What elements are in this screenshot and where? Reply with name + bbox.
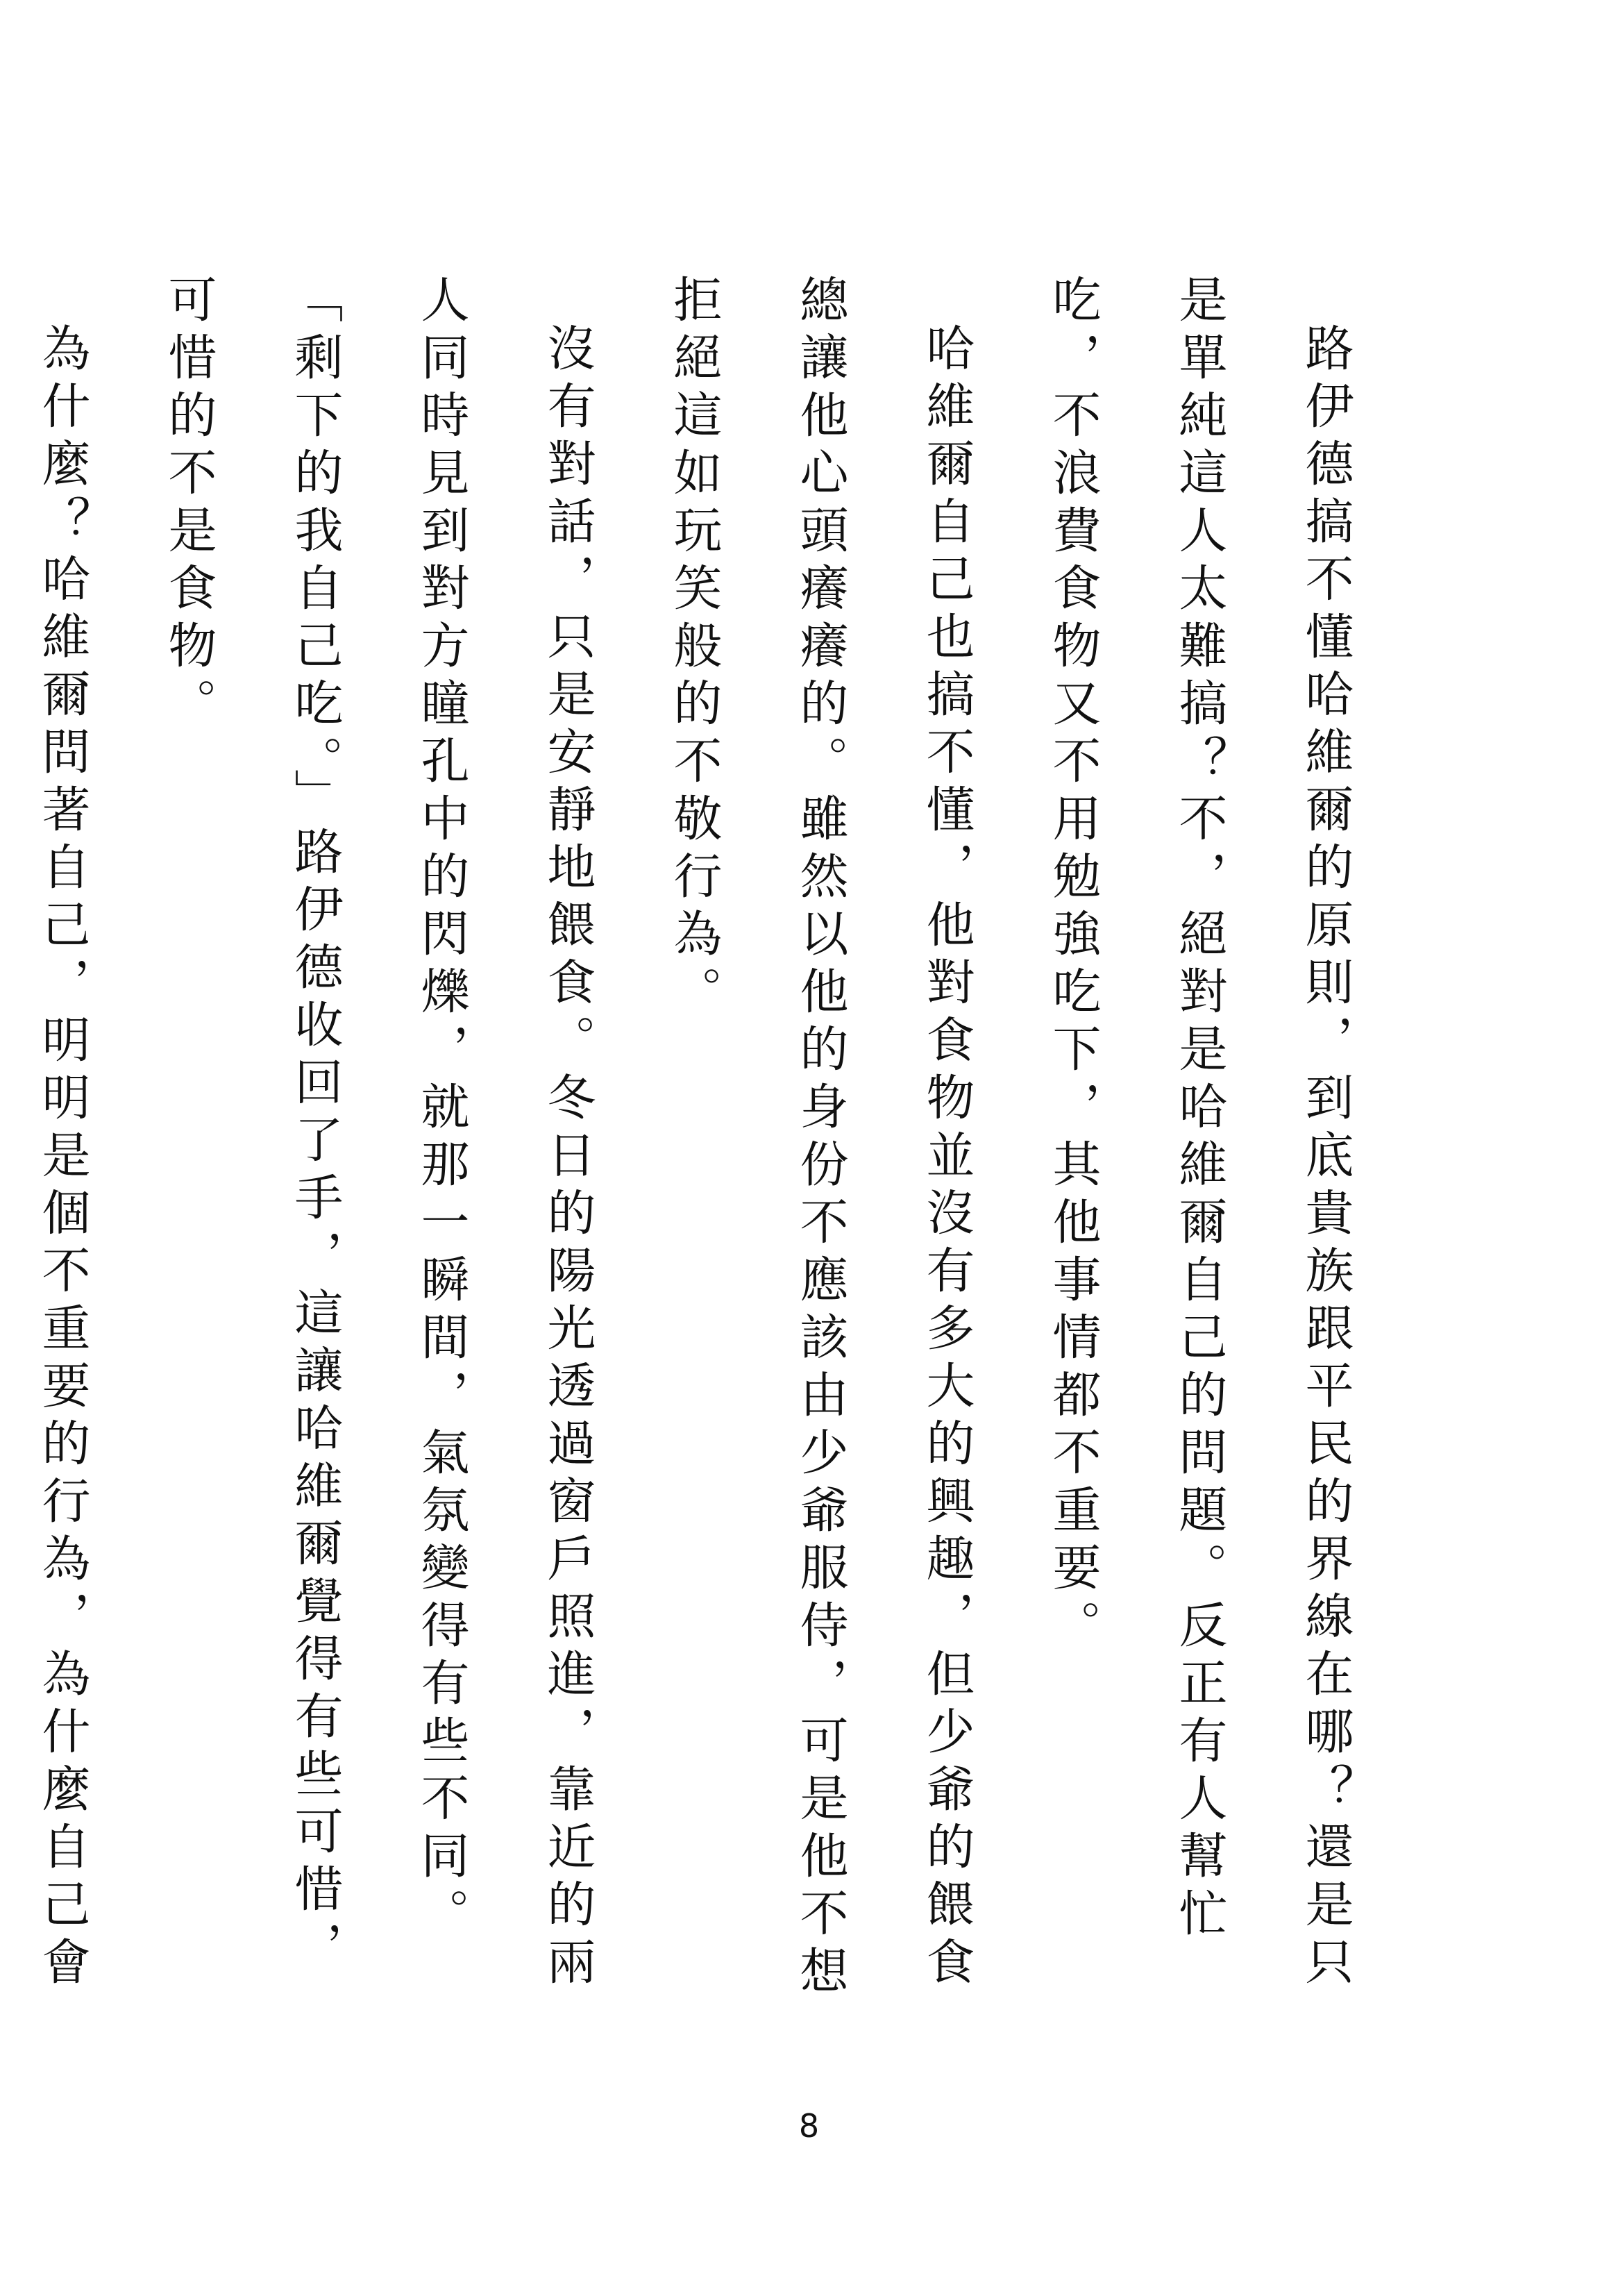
paragraph-2: 哈維爾自己也搞不懂，他對食物並沒有多大的興趣，但少爺的餵食總讓他心頭癢癢的。雖然以他的身份不應該由少爺服侍，可是他不想拒絕這如玩笑般的不敬行為。 (666, 274, 975, 2003)
page-number: 8 (798, 2107, 820, 2145)
paragraph-3: 沒有對話，只是安靜地餵食。冬日的陽光透過窗戶照進，靠近的兩人同時見到對方瞳孔中的閃爍，就那一瞬間，氣氛變得有些不同。 (413, 274, 596, 1994)
paragraph-5: 為什麼？哈維爾問著自己，明明是個不重要的行為，為什麼自己會 (34, 323, 91, 1994)
vertical-text-body (0, 274, 1389, 2024)
paragraph-1: 路伊德搞不懂哈維爾的原則，到底貴族跟平民的界線在哪？還是只是單純這人太難搞？不，絕對是哈維爾自己的問題。反正有人幫忙吃，不浪費食物又不用勉強吃下，其他事情都不重要。 (1045, 274, 1354, 1994)
paragraph-4-dialogue: 「剩下的我自己吃。」路伊德收回了手，這讓哈維爾覺得有些可惜，可惜的不是食物。 (160, 274, 344, 1979)
